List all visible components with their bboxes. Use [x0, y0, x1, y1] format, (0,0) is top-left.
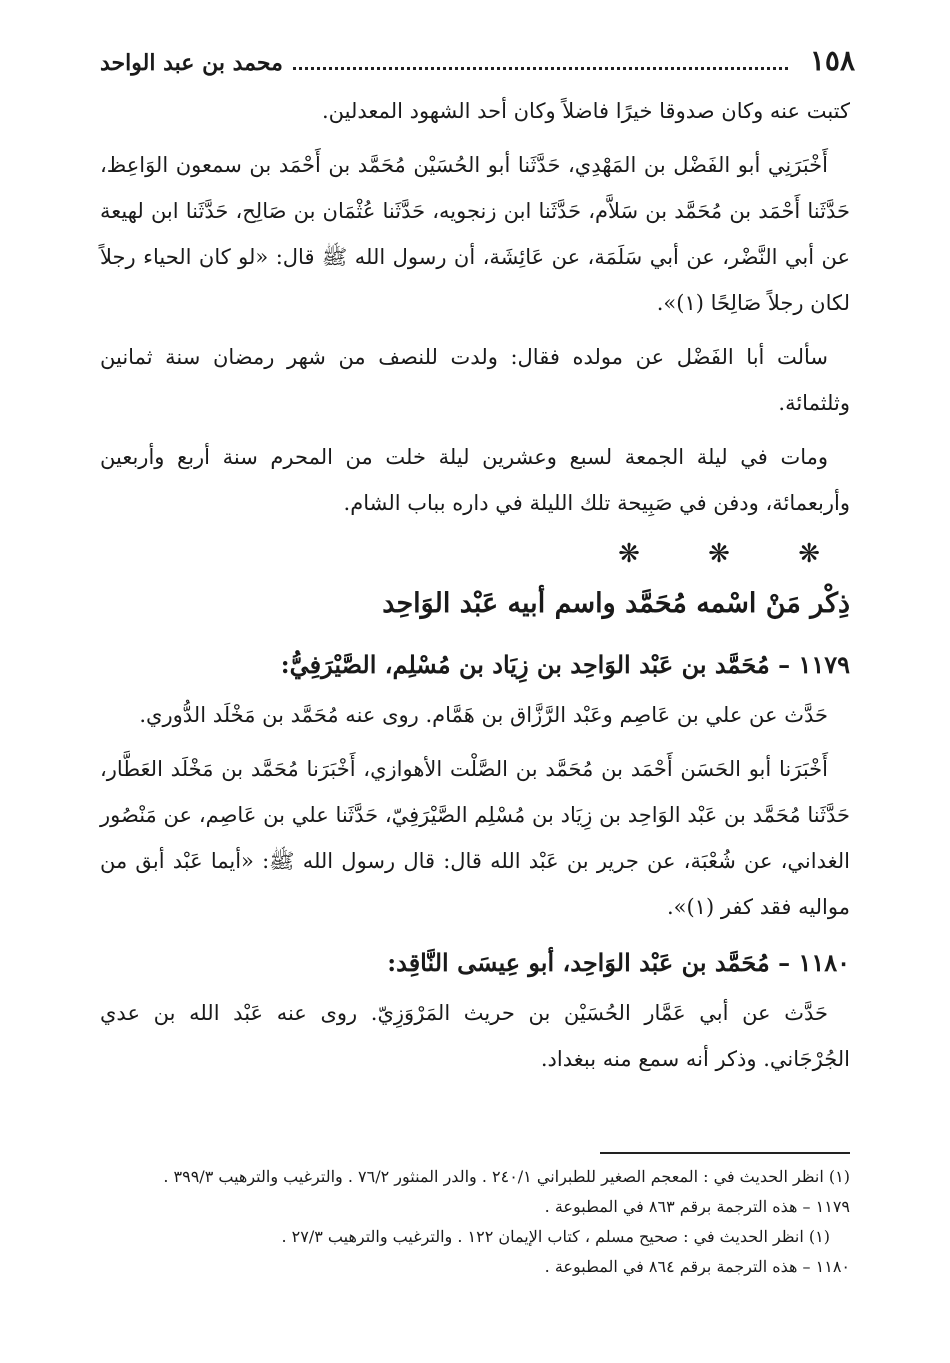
header-dot-leader	[293, 67, 788, 70]
running-title: محمد بن عبد الواحد	[100, 50, 283, 76]
section-title: ذِكْر مَنْ اسْمه مُحَمَّد واسم أبيه عَبْد الوَاحِد	[382, 588, 850, 619]
footnote: (١) انظر الحديث في : صحيح مسلم ، كتاب الإيمان ١٢٢ . والترغيب والترهيب ٢٧/٣ .	[281, 1227, 830, 1246]
entry-heading: ١١٧٩ – مُحَمَّد بن عَبْد الوَاحِد بن زِيَاد بن مُسْلِم، الصَّيْرَفِيُّ:	[280, 650, 850, 679]
paragraph: أَخْبَرَنا أبو الحَسَن أَحْمَد بن مُحَمَّد بن الصَّلْت الأهوازي، أَخْبَرَنا مُحَمَّد بن مَخْلَد العَطَّار، حَدَّثَنا مُحَمَّد بن عَبْد الوَاحِد بن زِيَاد بن مُسْلِم الصَّيْرَفِيّ، حَدَّثَنا علي بن عَاصِم، عن مَنْصُور الغداني، عن شُعْبَة، عن جرير بن عَبْد الله قال: قال رسول الله ﷺ: «أيما عَبْد أبق من مواليه فقد كفر (١)».	[100, 757, 850, 919]
paragraph: حَدَّث عن أبي عَمَّار الحُسَيْن بن حريث المَرْوَزِيّ. روى عنه عَبْد الله بن عدي الجُرْجَاني. وذكر أنه سمع منه ببغداد.	[100, 1001, 850, 1071]
page-number: ١٥٨	[809, 44, 855, 77]
running-header	[100, 44, 855, 78]
section-separator: ❋ ❋ ❋	[618, 539, 850, 569]
paragraph: سألت أبا الفَضْل عن مولده فقال: ولدت للنصف من شهر رمضان سنة ثمانين وثلثمائة.	[100, 345, 850, 415]
footnote-rule	[600, 1152, 850, 1154]
paragraph: ومات في ليلة الجمعة لسبع وعشرين ليلة خلت من المحرم سنة أربع وأربعين وأربعمائة، ودفن في صَبِيحة تلك الليلة في داره بباب الشام.	[100, 445, 850, 515]
paragraph: أَخْبَرَنِي أبو الفَضْل بن المَهْدِي، حَدَّثَنا أبو الحُسَيْن مُحَمَّد بن أَحْمَد بن سمعون الوَاعِظ، حَدَّثَنا أَحْمَد بن مُحَمَّد بن سَلاَّم، حَدَّثَنا ابن زنجويه، حَدَّثَنا عُثْمَان بن صَالِح، حَدَّثَنا ابن لهيعة عن أبي النَّضْر، عن أبي سَلَمَة، عن عَائِشَة، أن رسول الله ﷺ قال: «لو كان الحياء رجلاً لكان رجلاً صَالِحًا (١)».	[100, 153, 850, 315]
footnote: (١) انظر الحديث في : المعجم الصغير للطبراني ٢٤٠/١ . والدر المنثور ٧٦/٢ . والترغيب والترهيب ٣٩٩/٣ .	[163, 1167, 850, 1186]
paragraph: حَدَّث عن علي بن عَاصِم وعَبْد الرَّزَّاق بن هَمَّام. روى عنه مُحَمَّد بن مَخْلَد الدُّوري.	[139, 703, 828, 727]
paragraph: كتبت عنه وكان صدوقا خيرًا فاضلاً وكان أحد الشهود المعدلين.	[322, 99, 850, 123]
footnote: ١١٧٩ – هذه الترجمة برقم ٨٦٣ في المطبوعة .	[544, 1197, 850, 1216]
footnotes	[110, 1162, 850, 1282]
entry-heading: ١١٨٠ – مُحَمَّد بن عَبْد الوَاحِد، أبو عِيسَى النَّاقِد:	[387, 948, 850, 977]
main-text	[100, 88, 850, 1090]
footnote: ١١٨٠ – هذه الترجمة برقم ٨٦٤ في المطبوعة .	[544, 1257, 850, 1276]
